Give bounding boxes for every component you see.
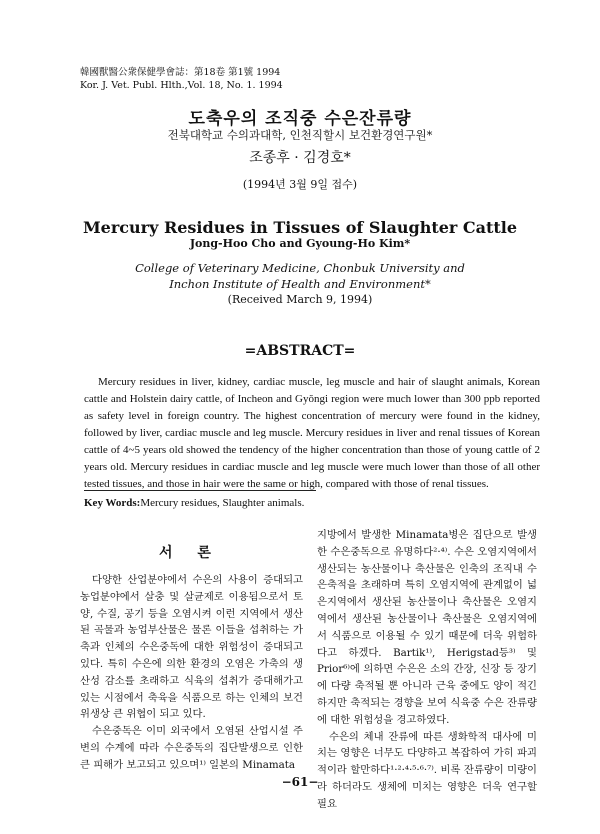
keywords-label: Key Words: — [84, 497, 141, 509]
intro-paragraph-4: 수은의 체내 잔류에 따른 생화학적 대사에 미치는 영향은 너무도 다양하고 복잡하여 가히 파괴적이라 할만하다¹·²·⁴·⁵·⁶·⁷⁾. 비록 잔류량이 미량이라 하더라도 생체에 미치는 영향은 더욱 연구할 필요 — [317, 730, 537, 810]
english-title: Mercury Residues in Tissues of Slaughter Cattle — [82, 218, 518, 237]
left-column — [80, 572, 303, 774]
korean-authors: 조종후 · 김경호* — [249, 150, 351, 166]
korean-affiliation: 전북대학교 수의과대학, 인천직할시 보건환경연구원* — [167, 128, 433, 142]
journal-citation-english: Kor. J. Vet. Publ. Hlth.,Vol. 18, No. 1. 1994 — [80, 80, 283, 91]
english-received-date: (Received March 9, 1994) — [227, 293, 373, 306]
abstract-text: Mercury residues in liver, kidney, cardiac muscle, leg muscle and hair of slaught animals, Korean cattle and Holstein dairy cattle, of Incheon and Gyŏngi region were much lower than 300 ppb reported as safety level in foreign country. The highest concentration of mercury were found in the kidney, followed by liver, cardiac muscle and leg muscle. Mercury residues in liver and renal tissues of Korean cattle of 4~5 years old showed the tendency of the higher concentration than those of young cattle of 2 years old. Mercury residues in cardiac muscle and leg muscle were much lower than those of all other tested tissues, and those in hair were the same or high, compared with those of renal tissues. — [84, 376, 540, 490]
intro-paragraph-2: 수은중독은 이미 외국에서 오염된 산업시설 주변의 수계에 따라 수은중독의 집단발생으로 인한 큰 피해가 보고되고 있으며¹⁾ 일본의 Minamata — [80, 725, 303, 771]
english-affiliation-line1: College of Veterinary Medicine, Chonbuk University and — [135, 261, 465, 275]
abstract-divider — [84, 490, 316, 491]
keywords-text: Mercury residues, Slaughter animals. — [140, 497, 305, 509]
english-authors: Jong-Hoo Cho and Gyoung-Ho Kim* — [189, 237, 411, 250]
intro-paragraph-3: 지방에서 발생한 Minamata병은 집단으로 발생한 수은중독으로 유명하다²·⁴⁾. 수은 오염지역에서 생산되는 농산물이나 축산물은 인축의 조직내 수은축적을 초래하며 특히 오염지역에 관계없이 넓은지역에서 생산된 농산물이나 축산물은 오염지역에서 생산된 농산물이나 축산물은 오염지역에서 식품으로 이용될 수 있기 때문에 더욱 위험하다고 하겠다. Bartik¹⁾, Herigstad등³⁾ 및 Prior⁶⁾에 의하면 수은은 소의 간장, 신장 등 장기에 다량 축적될 뿐 아니라 근육 중에도 양이 적긴 하지만 축적되는 경향을 보여 식육중 수은 잔류량에 대한 위험성을 경고하였다. — [317, 529, 537, 726]
intro-paragraph-1: 다양한 산업분야에서 수은의 사용이 증대되고 농업분야에서 살충 및 살균제로 이용됨으로서 토양, 수질, 공기 등을 오염시켜 이런 지역에서 생산된 곡물과 농업부산물은 물론 이들을 섭취하는 가축과 인체의 수은중독에 대한 위험성이 증대되고 있다. 특히 수은에 의한 환경의 오염은 가축의 생산성 감소를 초래하고 식육의 섭취가 증대해가고 있는 시점에서 축육을 식품으로 하는 인체의 보건위생상 큰 위협이 되고 있다. — [80, 574, 303, 721]
journal-citation — [80, 66, 283, 92]
abstract-heading: =ABSTRACT= — [244, 343, 356, 359]
korean-received-date: (1994년 3월 9일 접수) — [242, 178, 358, 191]
journal-citation-korean: 韓國獸醫公衆保健學會誌：第18卷 第1號 1994 — [80, 67, 281, 78]
korean-title: 도축우의 조직중 수은잔류량 — [188, 109, 412, 129]
english-affiliation-line2: Inchon Institute of Health and Environment* — [169, 277, 431, 291]
page-number: −61− — [281, 775, 319, 789]
right-column — [317, 527, 537, 813]
abstract-body — [84, 374, 540, 493]
keywords — [84, 497, 304, 509]
english-affiliation — [0, 260, 600, 292]
section-heading-introduction: 서 론 — [159, 545, 221, 561]
